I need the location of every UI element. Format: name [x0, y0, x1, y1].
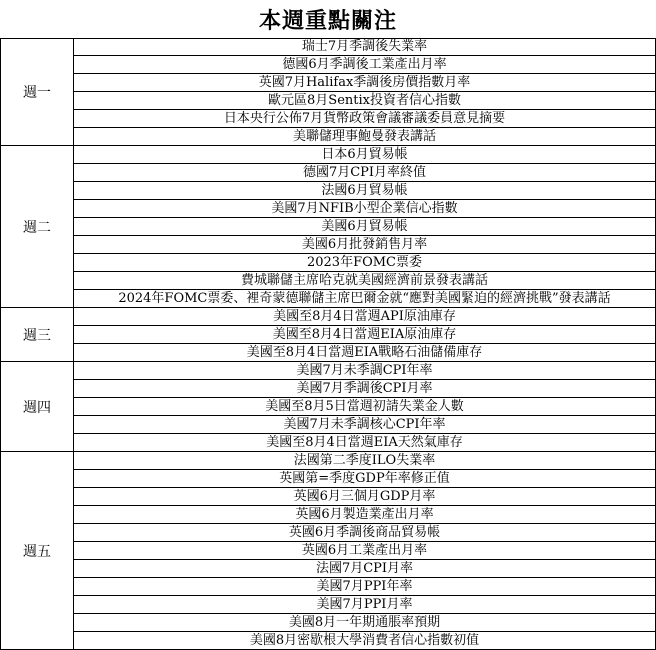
event-row: 德國7月CPI月率終值	[74, 163, 655, 181]
day-label: 週四	[1, 362, 74, 451]
event-row: 英國6月季調後商品貿易帳	[74, 523, 655, 541]
event-row: 美聯儲理事鮑曼發表講話	[74, 127, 655, 145]
event-row: 美國7月季調後CPI月率	[74, 379, 655, 397]
event-list	[74, 452, 655, 649]
event-row: 美國7月未季調核心CPI年率	[74, 415, 655, 433]
event-row: 美國至8月4日當週EIA天然氣庫存	[74, 433, 655, 451]
day-label: 週一	[1, 38, 74, 145]
event-row: 英國6月三個月GDP月率	[74, 487, 655, 505]
event-row: 日本央行公佈7月貨幣政策會議審議委員意見摘要	[74, 109, 655, 127]
event-row: 歐元區8月Sentix投資者信心指數	[74, 91, 655, 109]
event-list	[74, 308, 655, 361]
event-row: 美國至8月4日當週EIA戰略石油儲備庫存	[74, 343, 655, 361]
event-row: 英國7月Halifax季調後房價指數月率	[74, 73, 655, 91]
event-row: 美國7月NFIB小型企業信心指數	[74, 199, 655, 217]
event-row: 美國至8月4日當週API原油庫存	[273, 309, 456, 324]
event-list	[74, 362, 655, 451]
event-row: 美國7月PPI月率	[74, 595, 655, 613]
event-row: 德國6月季調後工業產出月率	[74, 55, 655, 73]
event-row: 英國第=季度GDP年率修正值	[74, 469, 655, 487]
weekly-schedule-table	[0, 38, 656, 650]
day-label: 週五	[1, 452, 74, 649]
day-group	[1, 307, 655, 361]
event-row: 法國第二季度ILO失業率	[293, 453, 436, 468]
event-list	[74, 146, 655, 307]
event-row: 2023年FOMC票委	[74, 253, 655, 271]
day-group	[1, 145, 655, 307]
event-row: 費城聯儲主席哈克就美國經濟前景發表講話	[74, 271, 655, 289]
event-row: 美國至8月4日當週EIA原油庫存	[74, 325, 655, 343]
event-row: 美國6月貿易帳	[74, 217, 655, 235]
day-group	[1, 361, 655, 451]
event-row: 瑞士7月季調後失業率	[301, 39, 428, 54]
day-group	[1, 451, 655, 649]
event-row: 美國6月批發銷售月率	[74, 235, 655, 253]
event-row: 美國7月PPI年率	[74, 577, 655, 595]
event-row: 美國至8月5日當週初請失業金人數	[74, 397, 655, 415]
day-group	[1, 38, 655, 145]
event-row: 美國8月一年期通脹率預期	[74, 613, 655, 631]
event-row: 法國7月CPI月率	[74, 559, 655, 577]
event-row: 英國6月製造業產出月率	[74, 505, 655, 523]
event-row: 美國8月密歇根大學消費者信心指數初值	[74, 631, 655, 649]
event-row: 法國6月貿易帳	[74, 181, 655, 199]
event-list	[74, 38, 655, 145]
event-row: 2024年FOMC票委、裡奇蒙德聯儲主席巴爾金就“應對美國緊迫的經濟挑戰”發表講話	[74, 289, 655, 307]
page-title: 本週重點關注	[0, 0, 656, 39]
event-row: 英國6月工業產出月率	[74, 541, 655, 559]
day-label: 週二	[1, 146, 74, 307]
day-label: 週三	[1, 308, 74, 361]
event-row: 日本6月貿易帳	[321, 147, 408, 162]
event-row: 美國7月未季調CPI年率	[296, 363, 433, 378]
